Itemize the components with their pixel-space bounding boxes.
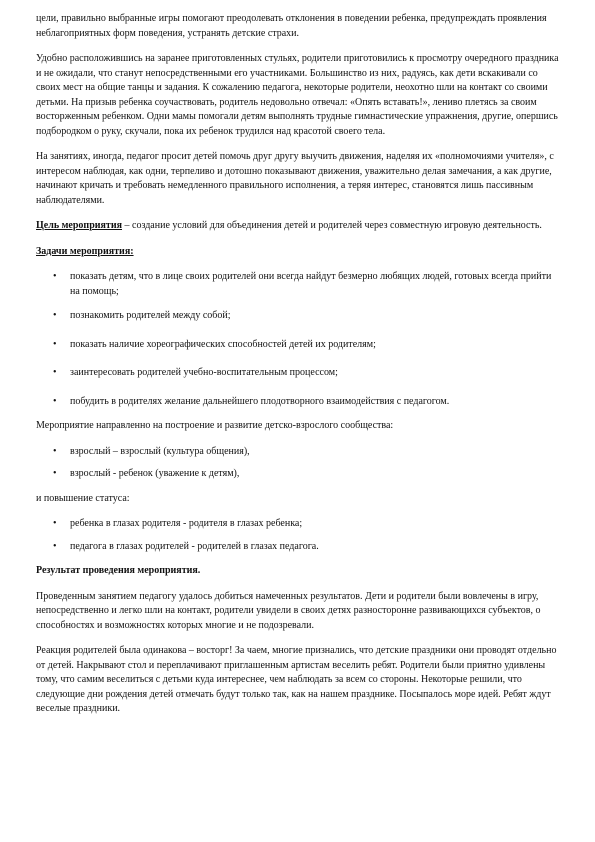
bullet-icon: •: [53, 310, 57, 321]
list-item: • показать наличие хореографических способностей детей их родителям;: [36, 338, 559, 353]
tasks-list: [36, 270, 559, 409]
parents-participation-paragraph: Удобно расположившись на заранее приготовленных стульях, родители приготовились к просмотру очередного праздника и не ожидали, что станут непосредственными его участниками. Большинство из них, радуясь, как дети вскакивали со своих мест на общие танцы и задания. К сожалению педагога, некоторые родители, неохотно шли на контакт со своими детьми. На призыв ребенка соучаствовать, родитель недовольно отвечал: «Опять вставать!», лениво плетясь за своим восторженным ребенком. Одни мамы помогали детям выполнять трудные гимнастические упражнения, другие, опершись подбородком о руку, скучали, пока их ребенок трудился над красотой своего тела.: [36, 53, 559, 137]
status-list: [36, 517, 559, 554]
list-item: • познакомить родителей между собой;: [36, 309, 559, 324]
community-list: [36, 445, 559, 482]
list-item: • педагога в глазах родителей - родителей в глазах педагога.: [36, 540, 559, 555]
intro-paragraph: цели, правильно выбранные игры помогают преодолевать отклонения в поведении ребенка, предупреждать проявления неблагоприятных форм поведения, устранять детские страхи.: [36, 13, 547, 39]
community-intro: Мероприятие направленно на построение и развитие детско-взрослого сообщества:: [36, 420, 394, 431]
result-paragraph-1: Проведенным занятием педагогу удалось добиться намеченных результатов. Дети и родители были вовлечены в игру, непосредственно и легко шли на контакт, родители увидели в своих детях разносторонне развивающихся субъектов, о способностях и возможностях которых многие и не подозревали.: [36, 590, 541, 631]
goal-text: – создание условий для объединения детей и родителей через совместную игровую деятельность.: [122, 220, 542, 231]
result-heading: Результат проведения мероприятия.: [36, 565, 201, 576]
list-item: • побудить в родителях желание дальнейшего плодотворного взаимодействия с педагогом.: [36, 395, 559, 410]
tasks-heading: Задачи мероприятия:: [36, 245, 134, 257]
list-item: • взрослый – взрослый (культура общения),: [36, 445, 559, 460]
bullet-icon: •: [53, 468, 57, 479]
list-item: • показать детям, что в лице своих родителей они всегда найдут безмерно любящих людей, готовых всегда прийти на помощь;: [53, 271, 552, 297]
bullet-icon: •: [53, 518, 57, 529]
bullet-icon: •: [53, 395, 57, 407]
status-intro: и повышение статуса:: [36, 492, 130, 504]
list-item: • взрослый - ребенок (уважение к детям),: [36, 467, 559, 482]
bullet-icon: •: [53, 540, 57, 552]
bullet-icon: •: [53, 445, 57, 457]
teacher-helpers-paragraph: На занятиях, иногда, педагог просит детей помочь друг другу выучить движения, наделяя их «полномочиями учителя», с интересом наблюдая, как одни, терпеливо и дотошно показывают движения, уважительно делая замечания, а как другие, начинают кричать и требовать немедленного правильного исполнения, а теряя интерес, становятся лишь пассивным наблюдателями.: [36, 151, 554, 206]
result-paragraph-2: Реакция родителей была одинакова – восторг! За чаем, многие признались, что детские праздники они проводят отдельно от детей. Накрывают стол и переплачивают приглашенным артистам веселить ребят. Родители были приятно удивлены тому, что самим веселиться с детьми куда интереснее, чем наблюдать за всем со стороны. Некоторые решили, что следующие дни рождения детей отмечать будут только так, как на нашем празднике. Посыпалось море идей. Ребят ждут веселые праздники.: [36, 645, 557, 714]
goal-paragraph: [36, 219, 559, 234]
list-item: • заинтересовать родителей учебно-воспитательным процессом;: [36, 366, 559, 381]
goal-label: Цель мероприятия: [36, 220, 123, 231]
bullet-icon: •: [53, 367, 57, 378]
list-item: • ребенка в глазах родителя - родителя в глазах ребенка;: [36, 517, 559, 532]
bullet-icon: •: [53, 271, 57, 282]
bullet-icon: •: [53, 338, 57, 350]
